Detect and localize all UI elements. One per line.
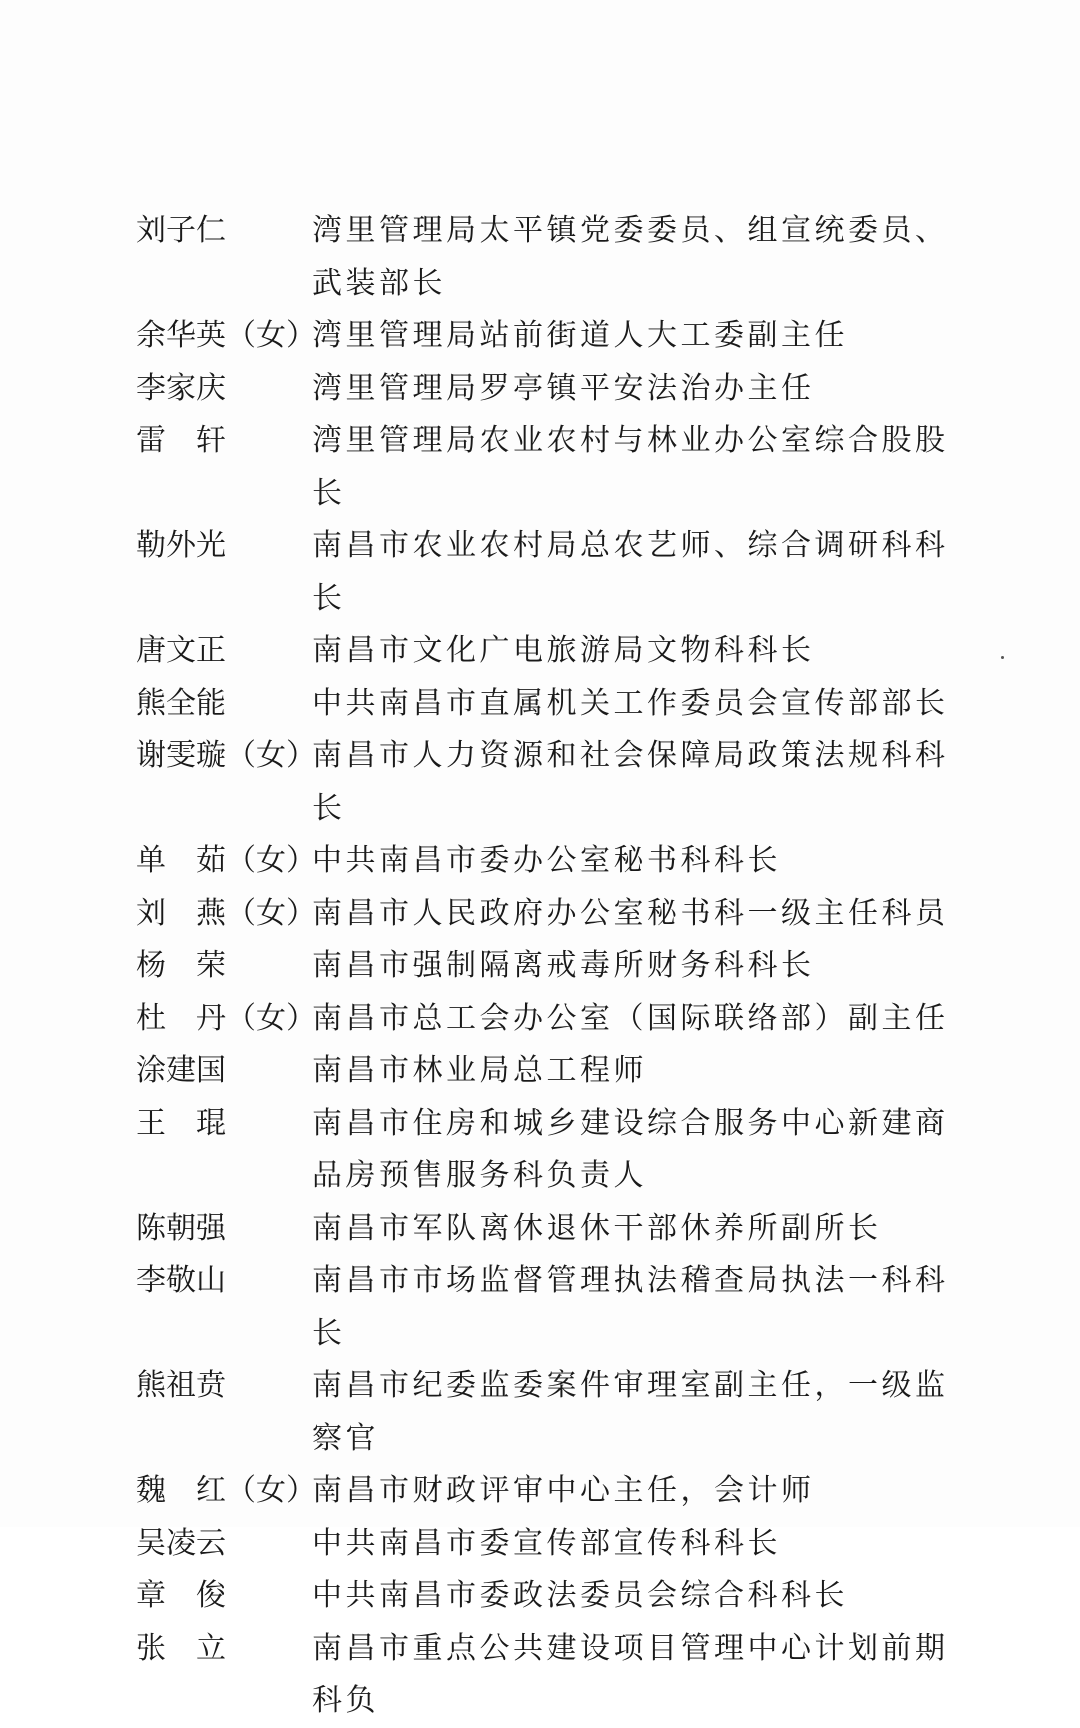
person-name: 谢雯璇（女） [136, 738, 316, 773]
person-position: 中共南昌市直属机关工作委员会宣传部部长 [312, 685, 949, 721]
person-position: 中共南昌市委政法委员会综合科科长 [312, 1578, 848, 1613]
roster-entry [136, 678, 966, 731]
person-position: 湾里管理局罗亭镇平安法治办主任 [312, 370, 815, 406]
roster-entry [136, 1623, 966, 1728]
roster-entry [136, 1098, 966, 1203]
roster-entry [136, 310, 966, 363]
person-position: 中共南昌市委宣传部宣传科科长 [312, 1525, 781, 1561]
person-name: 陈朝强 [136, 1210, 226, 1246]
person-name: 刘 燕（女） [136, 895, 316, 931]
scan-speck [1001, 656, 1004, 659]
person-name: 刘子仁 [136, 213, 226, 248]
person-position: 湾里管理局太平镇党委委员、组宣统委员、武装部长 [312, 213, 949, 301]
person-name: 魏 红（女） [136, 1473, 316, 1508]
roster-entry [136, 205, 966, 310]
roster-entry [136, 835, 966, 888]
roster-entry [136, 1360, 966, 1465]
roster-entry [136, 1570, 966, 1623]
person-name: 张 立 [136, 1630, 226, 1666]
person-name: 熊全能 [136, 685, 226, 721]
person-name: 李家庆 [136, 370, 226, 406]
person-position: 南昌市文化广电旅游局文物科科长 [312, 633, 815, 668]
person-position: 南昌市重点公共建设项目管理中心计划前期科负 [312, 1630, 949, 1718]
roster-entry [136, 625, 966, 678]
person-position: 南昌市林业局总工程师 [312, 1053, 647, 1088]
person-position: 南昌市财政评审中心主任，会计师 [312, 1473, 815, 1508]
person-name: 余华英（女） [136, 318, 316, 353]
roster-entry [136, 520, 966, 625]
person-name: 李敬山 [136, 1263, 226, 1298]
person-name: 唐文正 [136, 633, 226, 668]
roster-entry [136, 1203, 966, 1256]
roster-entry [136, 993, 966, 1046]
person-position: 南昌市人力资源和社会保障局政策法规科科长 [312, 738, 949, 826]
roster-entry [136, 888, 966, 941]
person-position: 湾里管理局农业农村与林业办公室综合股股长 [312, 423, 949, 511]
person-position: 南昌市人民政府办公室秘书科一级主任科员 [312, 895, 949, 931]
person-position: 南昌市军队离休退休干部休养所副所长 [312, 1210, 882, 1246]
roster-entry [136, 415, 966, 520]
person-name: 章 俊 [136, 1578, 226, 1613]
person-name: 吴凌云 [136, 1525, 226, 1561]
person-name: 单 茹（女） [136, 843, 316, 878]
person-position: 南昌市总工会办公室（国际联络部）副主任 [312, 1000, 949, 1036]
roster-entry [136, 940, 966, 993]
roster-entry [136, 1045, 966, 1098]
person-name: 王 琨 [136, 1105, 226, 1141]
person-position: 南昌市住房和城乡建设综合服务中心新建商品房预售服务科负责人 [312, 1105, 949, 1193]
person-name: 熊祖贲 [136, 1368, 226, 1403]
person-name: 雷 轩 [136, 423, 226, 458]
person-position: 南昌市市场监督管理执法稽查局执法一科科长 [312, 1263, 949, 1351]
person-name: 杜 丹（女） [136, 1000, 316, 1036]
person-name: 涂建国 [136, 1053, 226, 1088]
person-position: 湾里管理局站前街道人大工委副主任 [312, 318, 848, 353]
person-position: 南昌市强制隔离戒毒所财务科科长 [312, 948, 815, 983]
person-name: 勒外光 [136, 528, 226, 563]
person-position: 中共南昌市委办公室秘书科科长 [312, 843, 781, 878]
roster-entry [136, 1255, 966, 1360]
roster-entry [136, 363, 966, 416]
roster-entry [136, 1518, 966, 1571]
roster-entry [136, 730, 966, 835]
person-position: 南昌市农业农村局总农艺师、综合调研科科长 [312, 528, 949, 616]
commendation-roster [136, 205, 966, 1728]
person-position: 南昌市纪委监委案件审理室副主任，一级监察官 [312, 1368, 949, 1456]
person-name: 杨 荣 [136, 948, 226, 983]
roster-entry [136, 1465, 966, 1518]
